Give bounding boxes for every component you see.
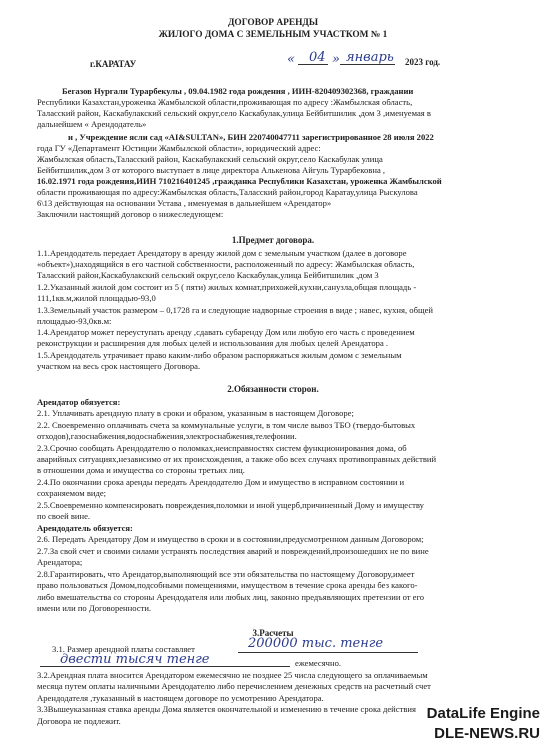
s3-line5: Арендодателя ,туказанный в настоящем договоре по усмотрению Арендатора.: [37, 693, 324, 703]
s1-line8: 1.4.Арендатор может переуступать аренду ,сдавать субаренду Дом или любую его часть с проведением: [37, 327, 415, 337]
s3-line7: Договора не подлежит.: [37, 716, 121, 726]
section1-title: 1.Предмет договора.: [231, 235, 315, 245]
s2-line9: 2.5.Своевременно компенсировать повреждения,поломки и иной ущерб,причиненный Дому и имуществу: [37, 500, 424, 510]
s3-line6: 3.3Вышеуказанная ставка аренды Дома является окончательной и изменению в течение срока действия: [37, 704, 416, 714]
s1-line5: 111,1кв.м,жилой площадью-93,0: [37, 293, 156, 303]
s2-line5: аварийных ситуациях,независимо от их происхождения, а также обо всех случаях противоправных действий: [37, 454, 437, 464]
s2-line7: 2.4.По окончании срока аренды передать Арендодателю Дом и имущество в исправном состоянии и: [37, 477, 405, 487]
section3-title: 3.Расчеты: [252, 628, 294, 638]
s2-line4: 2.3.Срочно сообщать Арендодателю о поломках,неисправностях систем функционирования дома, об: [37, 443, 407, 453]
party2-line5: 16.02.1971 года рождения,ИИН 710216401245 ,гражданка Республики Казахстан, уроженка Жамбылской: [37, 176, 442, 186]
s2-line15: право пользоваться Домом,подсобными помещениями, имуществом в течение срока аренды без какого-: [37, 580, 418, 590]
party2-line6: области проживающая по адресу:Жамбылская область,Таласский район,город Каратау,улица Рыскулова: [37, 187, 418, 197]
party2-line8: Заключили настоящий договор о нижеследующем:: [37, 209, 224, 219]
party2-line2: года ГУ «Департамент Юстиции Жамбылской области», юридический адрес:: [37, 143, 321, 153]
s2-line17: имени или по Договоренности.: [37, 603, 152, 613]
s1-line4: 1.2.Указанный жилой дом состоит из 5 ( пяти) жилых комнат,прихожей,кухни,санузла,общая площадь -: [37, 282, 417, 292]
s1-line7: площадью-93,0кв.м:: [37, 316, 112, 326]
watermark-line-2: DLE-NEWS.RU: [434, 725, 540, 742]
s1-line10: 1.5.Арендодатель утрачивает право каким-либо образом распоряжаться жилым домом с земельным: [37, 350, 402, 360]
handwritten-amount: 200000 тыс. тенге: [248, 636, 384, 651]
date-year: 2023 год.: [405, 57, 441, 67]
s1-line6: 1.3.Земельный участок размером – 0,1728 га и следующие надворные строения в виде ; навес, кухня, общей: [37, 305, 433, 315]
s2-line14: 2.8.Гарантировать, что Арендатор,выполняющий все эти обязательства по настоящему Договору,имеет: [37, 569, 415, 579]
s2-line11: 2.6. Передать Арендатору Дом и имущество в сроки и в состоянии,предусмотренном данным Договором;: [37, 534, 424, 544]
s1-line3: Таласский район,Каскабулакский сельский округ,село Каскабулак,улица Бейбитшилик ,дом 3: [37, 270, 379, 280]
s2-line6: в отношении дома и имущества со стороны третьих лиц.: [37, 465, 245, 475]
date-quote-open: «: [287, 52, 295, 67]
s2-line16: либо вмешательства со стороны Арендодателя или любых лиц, законно предъявляющих претензии от его: [37, 592, 425, 602]
s3-line2-tail: ежемесячно.: [295, 658, 342, 668]
party2-line7: 6\13 действующая на основании Устава , именуемая в дальнейшем «Арендатор»: [37, 198, 332, 208]
s1-line11: участком на весь срок настоящего Договора.: [37, 361, 201, 371]
party1-line4: дальнейшем « Арендодатель»: [37, 119, 147, 129]
date-day-underline: [298, 64, 328, 65]
party1-line3: Таласский район, Каскабулакский сельский округ,село Каскабулак,улица Бейбитшилик ,дом 3 ,именуемая в: [37, 108, 431, 118]
s3-line3: 3.2.Арендная плата вносится Арендатором ежемесячно не позднее 25 числа следующего за оплачиваемым: [37, 670, 428, 680]
party2-line1: и , Учреждение ясли сад «AI&SULTAN», БИН 220740047711 зарегистрированное 28 июля 2022: [68, 132, 434, 142]
s2-line12: 2.7.За свой счет и своими силами устранять последствия аварий и повреждений,произошедших не по вине: [37, 546, 429, 556]
s1-line9: реконструкции и расширения для любых целей и использования для любых целей Арендатора .: [37, 338, 389, 348]
s2-line8: сохраняемом виде;: [37, 488, 107, 498]
city: г.КАРАТАУ: [90, 59, 137, 69]
s2-subheading-tenant: Арендатор обязуется:: [37, 397, 121, 407]
date-day: 04: [309, 50, 326, 65]
party2-line4: Бейбитшилик,дом 3 от которого выступает в лице директора Алькенова Айгуль Турарбековна ,: [37, 165, 386, 175]
s1-line2: «объект»),находящийся в его частной собственности, расположенный по адресу: Жамбылская область,: [37, 259, 415, 269]
handwritten-amount-words: двести тысяч тенге: [60, 652, 210, 667]
title-line-1: ДОГОВОР АРЕНДЫ: [227, 18, 319, 28]
s3-line4: месяца путем оплаты наличными Арендодателю либо перечислением денежных средств на расчетный счет: [37, 681, 431, 691]
amount-words-underline: [40, 666, 290, 667]
s2-line10: по своей вине.: [37, 511, 91, 521]
s2-line13: Арендатора;: [37, 557, 83, 567]
date-month-underline: [340, 64, 395, 65]
s2-subheading-landlord: Арендодатель обязуется:: [37, 523, 133, 533]
date-quote-close: »: [332, 52, 340, 67]
title-line-2: ЖИЛОГО ДОМА С ЗЕМЕЛЬНЫМ УЧАСТКОМ № 1: [158, 30, 388, 40]
s1-line1: 1.1.Арендодатель передает Арендатору в аренду жилой дом с земельным участком (далее в договоре: [37, 248, 407, 258]
amount-underline: [238, 652, 418, 653]
party1-line1: Бегазов Нургали Турарбекулы , 09.04.1982 года рождения , ИИН-820409302368, граждании: [62, 86, 414, 96]
s2-line2: 2.2. Своевременно оплачивать счета за коммунальные услуги, в том числе вывоз ТБО (твердо-бытовых: [37, 420, 416, 430]
section2-title: 2.Обязанности сторон.: [227, 384, 319, 394]
party1-line2: Республики Казахстан,уроженка Жамбылской области,проживающая по адресу :Жамбылская область,: [37, 97, 413, 107]
party2-line3: Жамбылская область,Таласский район, Каскабулакский сельский округ,село Каскабулак улица: [37, 154, 383, 164]
date-month: январь: [346, 50, 394, 65]
s2-line1: 2.1. Уплачивать арендную плату в сроки и образом, указанным в настоящем Договоре;: [37, 408, 354, 418]
s3-line1: 3.1. Размер арендной платы составляет: [52, 644, 195, 654]
s2-line3: отходов),газоснабжения,водоснабжения,электроснабжения,телефонии.: [37, 431, 297, 441]
watermark-line-1: DataLife Engine: [426, 705, 540, 722]
